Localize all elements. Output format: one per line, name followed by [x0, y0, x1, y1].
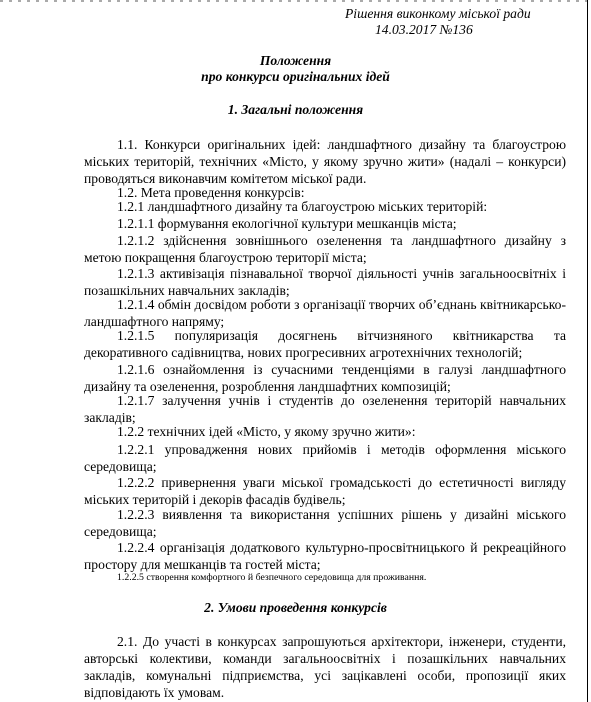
paragraph-1-2-2-2: 1.2.2.2 привернення уваги міської громадськості до естетичності вигляду міських територій і декорів фасадів будівель;: [84, 475, 566, 507]
header-date-number: 14.03.2017 №136: [375, 22, 473, 37]
document-subtitle: про конкурси оригінальних ідей: [201, 69, 390, 84]
paragraph-1-2-2-4: 1.2.2.4 організація додаткового культурно-просвітницького й рекреаційного простору для мешканців та гостей міста;: [84, 540, 566, 572]
header-decision-line: Рішення виконкому міської ради: [345, 6, 531, 21]
paragraph-1-2-1-3: 1.2.1.3 активізація пізнавальної творчої діяльності учнів загальноосвітніх і позашкільних навчальних закладів;: [84, 266, 566, 298]
paragraph-1-2-2-3: 1.2.2.3 виявлення та використання успішних рішень у дизайні міського середовища;: [84, 507, 566, 539]
paragraph-1-2-1-4: 1.2.1.4 обмін досвідом роботи з організації творчих об’єднань квітникарсько-ландшафтного напряму;: [84, 297, 566, 329]
section-2-heading: 2. Умови проведення конкурсів: [204, 600, 387, 615]
paragraph-1-2: 1.2. Мета проведення конкурсів:: [117, 185, 305, 200]
paragraph-1-2-1-7: 1.2.1.7 залучення учнів і студентів до озеленення територій навчальних закладів;: [84, 393, 566, 425]
paragraph-1-2-2: 1.2.2 технічних ідей «Місто, у якому зручно жити»:: [117, 424, 416, 439]
paragraph-1-1: 1.1. Конкурси оригінальних ідей: ландшафтного дизайну та благоустрою міських територій, технічних «Місто, у якому зручно жити» (надалі – конкурси) проводяться виконавчим комітетом міської ради.: [84, 137, 566, 186]
paragraph-1-2-1-1: 1.2.1.1 формування екологічної культури мешканців міста;: [117, 216, 457, 231]
document-title: Положення: [259, 53, 332, 68]
paragraph-1-2-1-5: 1.2.1.5 популяризація досягнень вітчизняного квітникарства та декоративного садівництва, нових прогресивних агротехнічних технологій;: [84, 328, 566, 360]
section-1-heading: 1. Загальні положення: [227, 102, 364, 117]
paragraph-1-2-2-1: 1.2.2.1 упровадження нових прийомів і методів оформлення міського середовища;: [84, 442, 566, 474]
paragraph-1-2-1-6: 1.2.1.6 ознайомлення із сучасними тенденціями в галузі ландшафтного дизайну та озеленення, розроблення ландшафтних композицій;: [84, 362, 566, 394]
paragraph-1-2-1-2: 1.2.1.2 здійснення зовнішнього озеленення та ландшафтного дизайну з метою покращення благоустрою території міста;: [84, 233, 566, 265]
paragraph-1-2-1: 1.2.1 ландшафтного дизайну та благоустрою міських територій:: [117, 199, 488, 214]
paragraph-1-2-2-5: 1.2.2.5 створення комфортного й безпечного середовища для проживання.: [117, 572, 427, 583]
paragraph-2-1: 2.1. До участі в конкурсах запрошуються архітектори, інженери, студенти, авторські колективи, команди загальноосвітніх і позашкільних навчальних закладів, комунальні підприємства, усі зацікавлені особи, пропозиції яких відповідають їх умовам.: [84, 634, 566, 700]
top-border: [0, 0, 588, 2]
